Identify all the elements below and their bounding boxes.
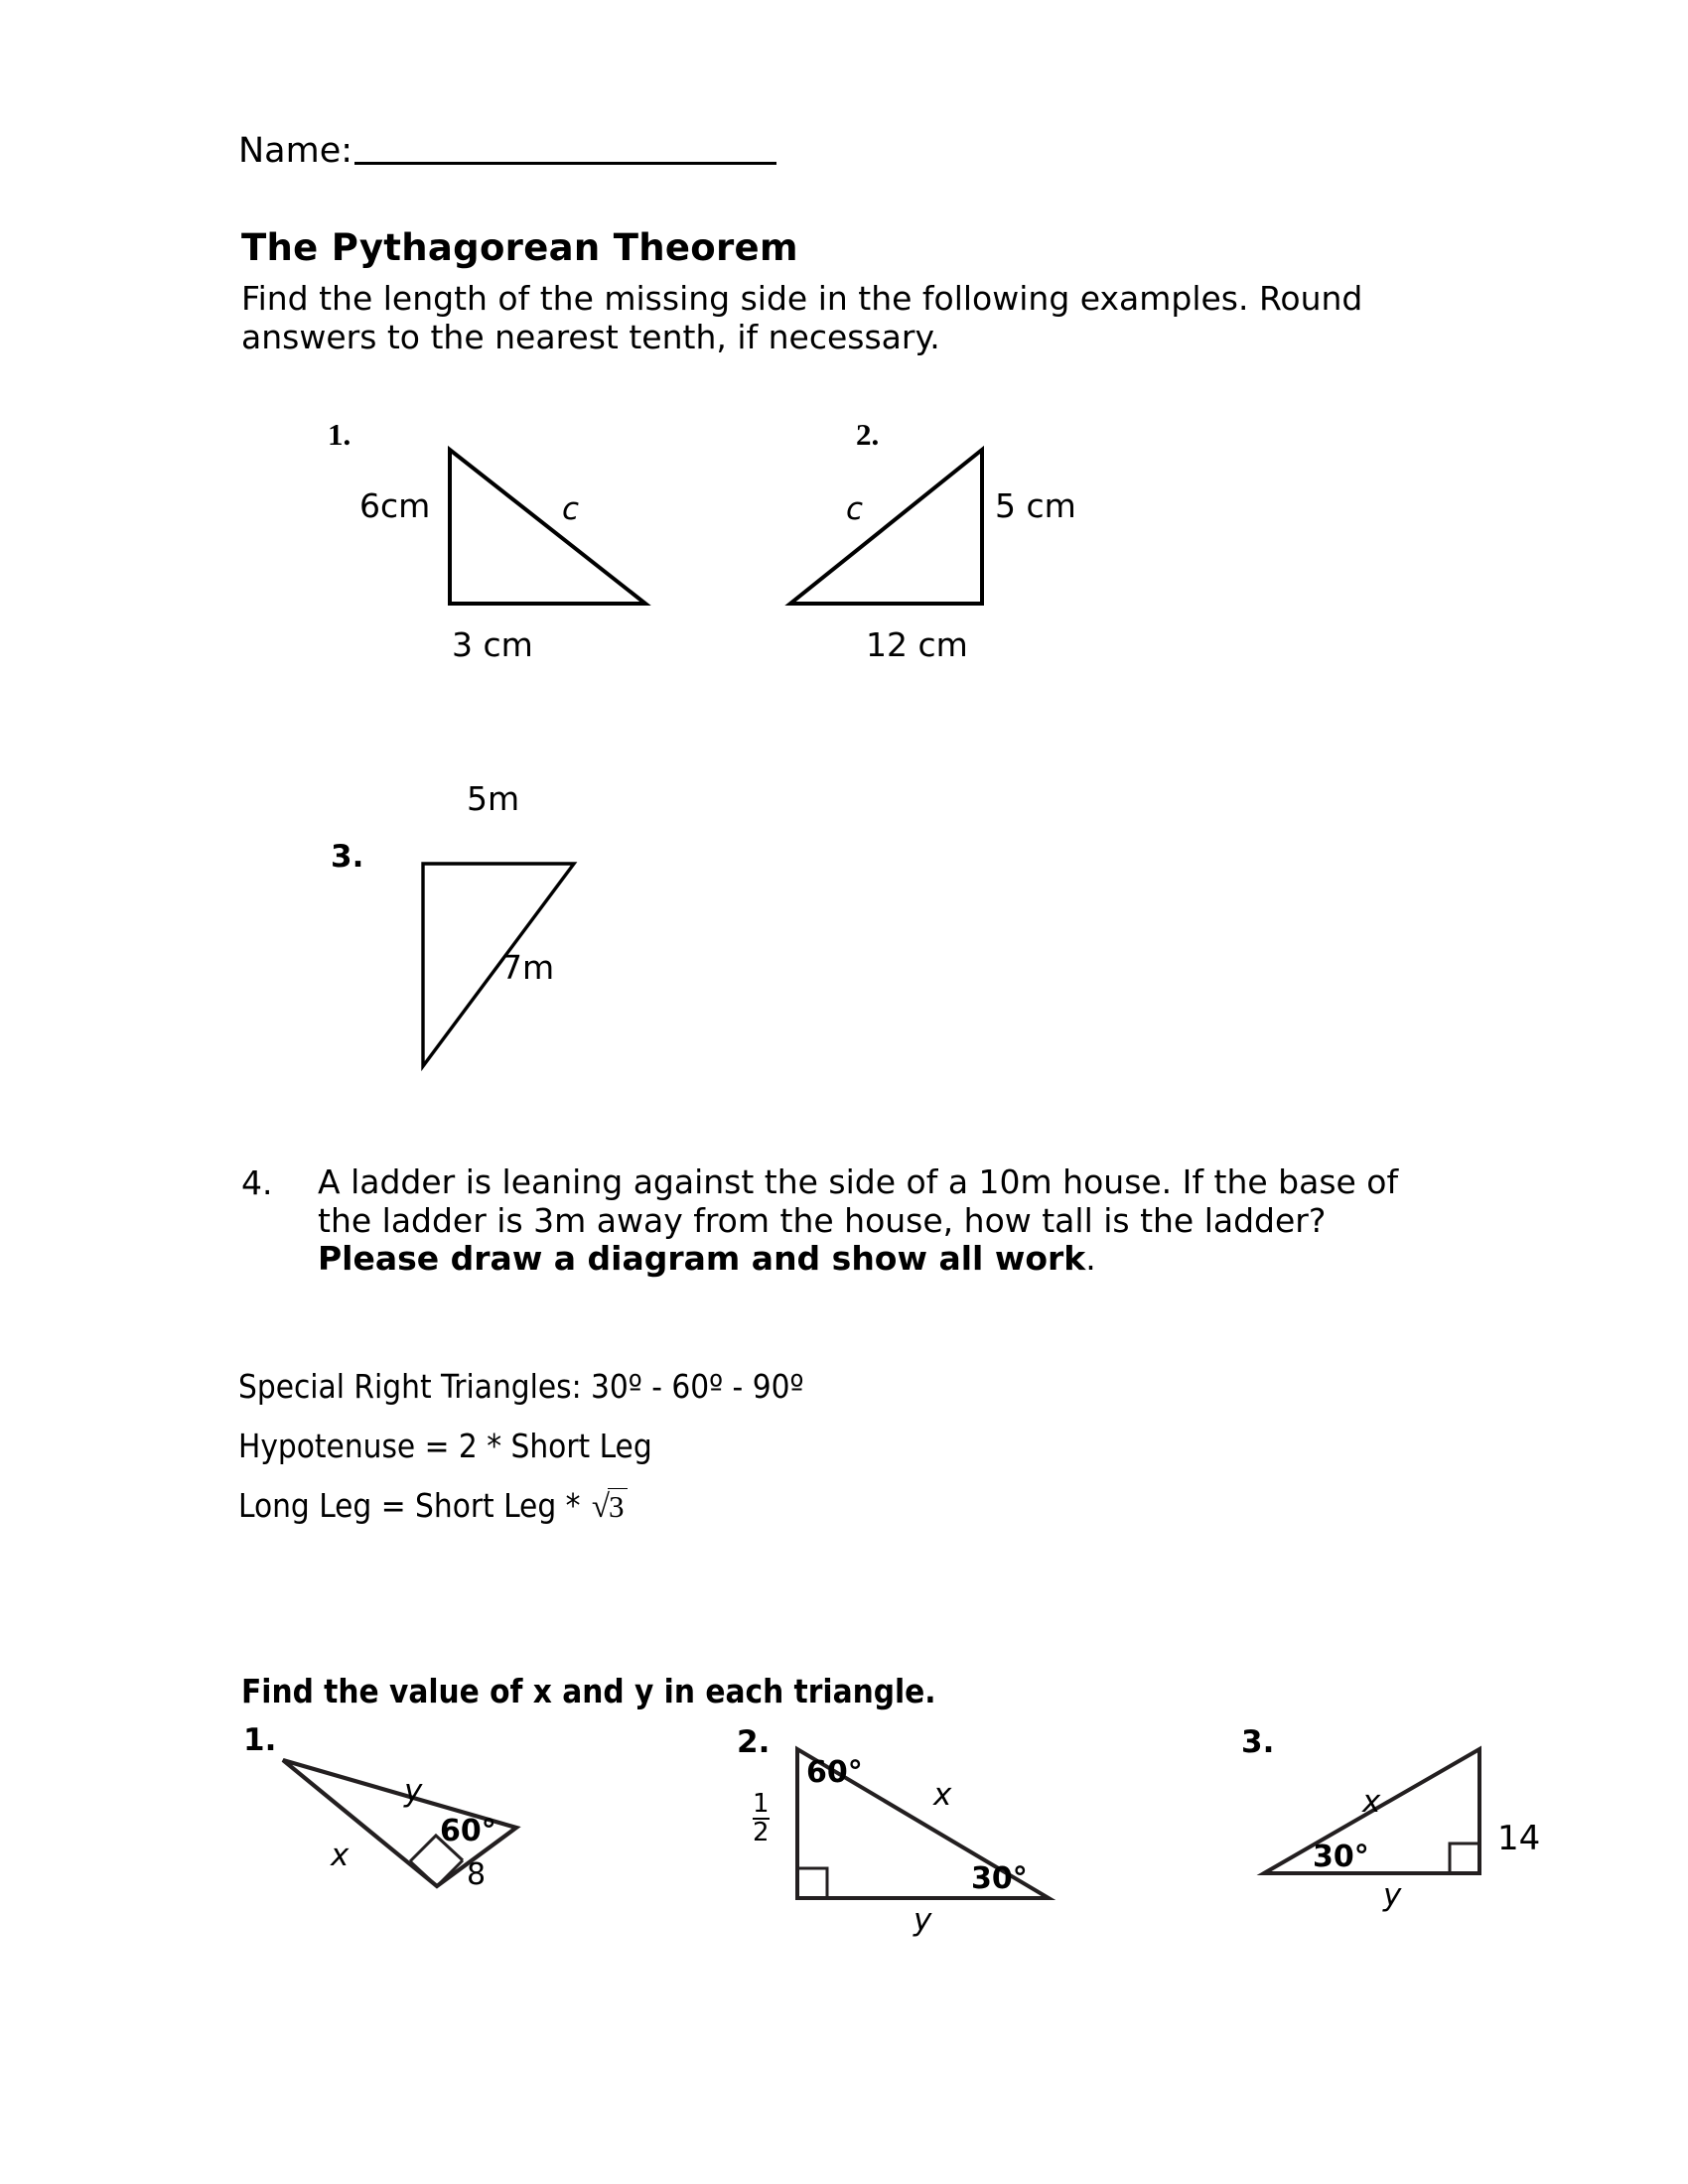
square-root-expression xyxy=(590,1488,628,1526)
find-xy-heading: Find the value of x and y in each triangle. xyxy=(241,1672,936,1710)
problem-2-hypotenuse-label: c xyxy=(846,491,864,527)
hypotenuse-formula: Hypotenuse = 2 * Short Leg xyxy=(238,1427,652,1465)
problem-1-vertical-label: 6cm xyxy=(359,486,431,525)
find-xy-2-number: 2. xyxy=(737,1724,771,1760)
find-xy-2-bottom-angle-label: 30° xyxy=(971,1861,1028,1896)
find-xy-1-number: 1. xyxy=(243,1722,277,1758)
long-leg-formula xyxy=(238,1486,628,1526)
find-xy-2-left-side-fraction xyxy=(753,1791,770,1845)
long-leg-formula-prefix: Long Leg = Short Leg * xyxy=(238,1486,590,1525)
find-xy-1-triangle xyxy=(278,1755,576,1944)
find-xy-3-base-label: y xyxy=(1383,1877,1402,1913)
name-blank-line[interactable] xyxy=(354,162,776,165)
find-xy-1-top-side-label: y xyxy=(404,1773,423,1809)
problem-4-number: 4. xyxy=(241,1163,273,1202)
fraction-denominator: 2 xyxy=(753,1817,770,1847)
find-xy-3-hypotenuse-label: x xyxy=(1362,1784,1381,1820)
find-xy-1-angle-label: 60° xyxy=(440,1814,496,1848)
problem-1-base-label: 3 cm xyxy=(452,625,533,664)
problem-4-text-bold: Please draw a diagram and show all work xyxy=(318,1239,1086,1279)
problem-1-hypotenuse-label: c xyxy=(562,491,580,527)
problem-3-hypotenuse-label: 7m xyxy=(501,948,555,987)
find-xy-2-top-angle-label: 60° xyxy=(806,1755,863,1790)
find-xy-3-angle-label: 30° xyxy=(1313,1840,1369,1874)
problem-2-base-label: 12 cm xyxy=(866,625,968,664)
problem-3-top-label: 5m xyxy=(467,779,520,818)
radical-sign-icon: √ xyxy=(591,1489,611,1525)
problem-4-text-end: . xyxy=(1085,1239,1096,1279)
instructions-text: Find the length of the missing side in the following examples. Round answers to the nearest tenth, if necessary. xyxy=(241,279,1363,356)
problem-4-text xyxy=(318,1163,1410,1279)
find-xy-3-number: 3. xyxy=(1241,1724,1275,1760)
name-label: Name: xyxy=(238,131,353,171)
find-xy-2-hypotenuse-label: x xyxy=(933,1777,952,1813)
problem-1-triangle xyxy=(447,447,665,620)
radicand: 3 xyxy=(608,1488,628,1525)
problem-1-number: 1. xyxy=(328,417,352,452)
problem-2-number: 2. xyxy=(856,417,880,452)
find-xy-2-base-label: y xyxy=(914,1902,932,1938)
problem-2-vertical-label: 5 cm xyxy=(995,486,1076,525)
problem-2-triangle xyxy=(787,447,1006,620)
page-title: The Pythagorean Theorem xyxy=(241,226,798,269)
problem-4-text-plain: A ladder is leaning against the side of a 10m house. If the base of the ladder is 3m away from the house, how tall is the ladder? xyxy=(318,1162,1399,1240)
name-field-row xyxy=(238,131,776,171)
find-xy-3-right-side-label: 14 xyxy=(1497,1819,1541,1858)
find-xy-1-left-side-label: x xyxy=(331,1838,350,1873)
fraction-numerator: 1 xyxy=(753,1789,770,1819)
problem-3-number: 3. xyxy=(331,839,364,875)
find-xy-1-short-side-label: 8 xyxy=(467,1857,487,1892)
special-right-triangles-heading: Special Right Triangles: 30º - 60º - 90º xyxy=(238,1367,804,1406)
